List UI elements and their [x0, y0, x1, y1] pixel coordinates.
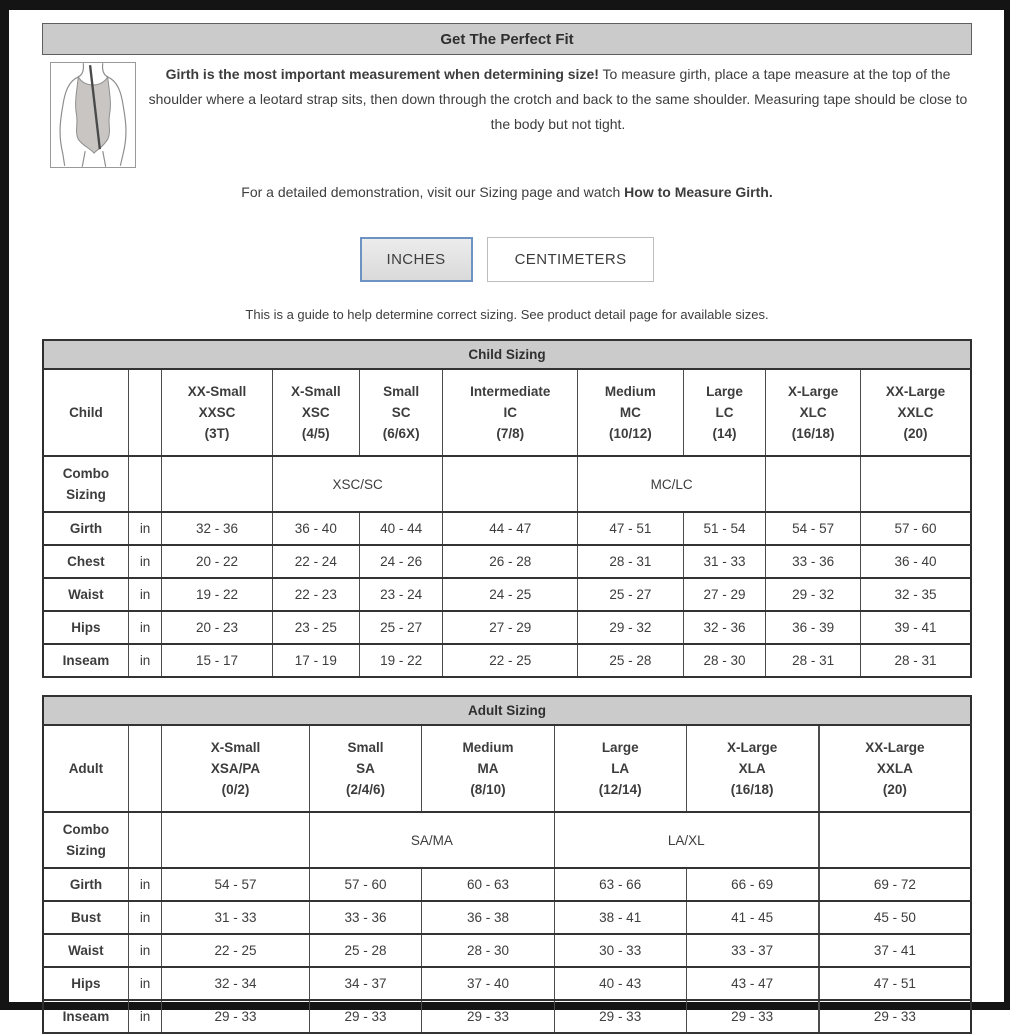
unit-header — [128, 725, 161, 812]
combo-sizing-row — [43, 456, 971, 512]
unit-cell: in — [128, 545, 161, 578]
value-cell: 36 - 39 — [766, 611, 861, 644]
size-column-header: Large LC (14) — [683, 369, 766, 456]
value-cell: 22 - 24 — [272, 545, 359, 578]
value-cell: 33 - 37 — [686, 934, 819, 967]
value-cell: 63 - 66 — [554, 868, 686, 901]
value-cell: 36 - 38 — [422, 901, 555, 934]
value-cell: 47 - 51 — [819, 967, 971, 1000]
value-cell: 25 - 27 — [577, 578, 683, 611]
value-cell: 28 - 31 — [577, 545, 683, 578]
value-cell: 40 - 44 — [359, 512, 443, 545]
value-cell: 28 - 31 — [860, 644, 971, 677]
measurement-label: Hips — [43, 611, 128, 644]
unit-cell — [128, 812, 161, 868]
value-cell: 19 - 22 — [162, 578, 272, 611]
value-cell: 28 - 31 — [766, 644, 861, 677]
measurement-row — [43, 868, 971, 901]
size-column-header: Large LA (12/14) — [554, 725, 686, 812]
value-cell: 31 - 33 — [683, 545, 766, 578]
group-label: Child — [43, 369, 128, 456]
value-cell: 20 - 23 — [162, 611, 272, 644]
size-header-row — [43, 369, 971, 456]
measurement-label: Hips — [43, 967, 128, 1000]
measurement-row — [43, 901, 971, 934]
unit-cell: in — [128, 1000, 161, 1033]
measurement-label: Inseam — [43, 644, 128, 677]
size-column-header: Intermediate IC (7/8) — [443, 369, 578, 456]
measurement-row — [43, 934, 971, 967]
unit-cell: in — [128, 611, 161, 644]
value-cell: 24 - 25 — [443, 578, 578, 611]
demo-line — [42, 184, 972, 200]
combo-row-label: Combo Sizing — [43, 812, 128, 868]
value-cell: 57 - 60 — [309, 868, 421, 901]
table-title: Child Sizing — [43, 340, 971, 369]
value-cell: 54 - 57 — [162, 868, 310, 901]
girth-instructions — [136, 62, 972, 168]
value-cell: 32 - 36 — [162, 512, 272, 545]
measurement-row — [43, 578, 971, 611]
value-cell: 19 - 22 — [359, 644, 443, 677]
unit-cell: in — [128, 868, 161, 901]
combo-cell — [819, 812, 971, 868]
demo-link-text: How to Measure Girth. — [624, 184, 773, 200]
value-cell: 29 - 32 — [766, 578, 861, 611]
size-column-header: XX-Small XXSC (3T) — [162, 369, 272, 456]
value-cell: 29 - 33 — [309, 1000, 421, 1033]
size-column-header: X-Small XSC (4/5) — [272, 369, 359, 456]
sizing-guide-note: This is a guide to help determine correct sizing. See product detail page for available sizes. — [245, 307, 769, 322]
page-title-bar — [42, 23, 972, 55]
combo-cell — [162, 812, 310, 868]
value-cell: 51 - 54 — [683, 512, 766, 545]
combo-cell — [766, 456, 861, 512]
child-sizing-section — [42, 339, 972, 678]
combo-cell — [443, 456, 578, 512]
demo-prefix: For a detailed demonstration, visit our Sizing page and watch — [241, 184, 625, 200]
page-content — [9, 10, 972, 1034]
value-cell: 22 - 23 — [272, 578, 359, 611]
value-cell: 45 - 50 — [819, 901, 971, 934]
value-cell: 34 - 37 — [309, 967, 421, 1000]
adult-sizing-section — [42, 695, 972, 1034]
value-cell: 26 - 28 — [443, 545, 578, 578]
value-cell: 17 - 19 — [272, 644, 359, 677]
centimeters-button[interactable]: CENTIMETERS — [487, 237, 655, 282]
table-title: Adult Sizing — [43, 696, 971, 725]
value-cell: 23 - 24 — [359, 578, 443, 611]
measurement-row — [43, 1000, 971, 1033]
value-cell: 29 - 33 — [162, 1000, 310, 1033]
measurement-label: Bust — [43, 901, 128, 934]
value-cell: 32 - 35 — [860, 578, 971, 611]
unit-cell — [128, 456, 161, 512]
value-cell: 36 - 40 — [860, 545, 971, 578]
combo-cell: SA/MA — [309, 812, 554, 868]
intro-section — [42, 62, 972, 168]
size-header-row — [43, 725, 971, 812]
value-cell: 41 - 45 — [686, 901, 819, 934]
size-column-header: Medium MC (10/12) — [577, 369, 683, 456]
leotard-figure-icon — [51, 63, 135, 167]
adult-sizing-table — [42, 695, 972, 1034]
size-column-header: XX-Large XXLC (20) — [860, 369, 971, 456]
value-cell: 30 - 33 — [554, 934, 686, 967]
measurement-row — [43, 545, 971, 578]
unit-toggle — [42, 237, 972, 282]
girth-instructions-lead: Girth is the most important measurement when determining size! — [165, 66, 599, 82]
value-cell: 69 - 72 — [819, 868, 971, 901]
child-sizing-table — [42, 339, 972, 678]
value-cell: 29 - 33 — [422, 1000, 555, 1033]
value-cell: 47 - 51 — [577, 512, 683, 545]
girth-instructions-body: To measure girth, place a tape measure at the top of the shoulder where a leotard strap sits, then down through the crotch and back to the same shoulder. Measuring tape should be close to the body but not tight. — [148, 66, 968, 132]
value-cell: 23 - 25 — [272, 611, 359, 644]
table-title-row — [43, 340, 971, 369]
value-cell: 38 - 41 — [554, 901, 686, 934]
combo-cell: LA/XL — [554, 812, 818, 868]
value-cell: 60 - 63 — [422, 868, 555, 901]
value-cell: 20 - 22 — [162, 545, 272, 578]
leotard-girth-diagram-image — [50, 62, 136, 168]
group-label: Adult — [43, 725, 128, 812]
unit-cell: in — [128, 644, 161, 677]
unit-header — [128, 369, 161, 456]
value-cell: 27 - 29 — [443, 611, 578, 644]
value-cell: 29 - 33 — [819, 1000, 971, 1033]
value-cell: 28 - 30 — [422, 934, 555, 967]
value-cell: 29 - 33 — [554, 1000, 686, 1033]
value-cell: 44 - 47 — [443, 512, 578, 545]
combo-cell — [162, 456, 272, 512]
value-cell: 31 - 33 — [162, 901, 310, 934]
unit-cell: in — [128, 512, 161, 545]
measurement-label: Waist — [43, 934, 128, 967]
value-cell: 43 - 47 — [686, 967, 819, 1000]
unit-cell: in — [128, 578, 161, 611]
value-cell: 33 - 36 — [766, 545, 861, 578]
value-cell: 37 - 40 — [422, 967, 555, 1000]
value-cell: 33 - 36 — [309, 901, 421, 934]
size-column-header: Medium MA (8/10) — [422, 725, 555, 812]
value-cell: 32 - 34 — [162, 967, 310, 1000]
size-column-header: X-Large XLC (16/18) — [766, 369, 861, 456]
value-cell: 39 - 41 — [860, 611, 971, 644]
size-column-header: X-Large XLA (16/18) — [686, 725, 819, 812]
value-cell: 37 - 41 — [819, 934, 971, 967]
value-cell: 22 - 25 — [443, 644, 578, 677]
value-cell: 25 - 28 — [309, 934, 421, 967]
value-cell: 24 - 26 — [359, 545, 443, 578]
value-cell: 40 - 43 — [554, 967, 686, 1000]
combo-sizing-row — [43, 812, 971, 868]
combo-row-label: Combo Sizing — [43, 456, 128, 512]
value-cell: 54 - 57 — [766, 512, 861, 545]
combo-cell — [860, 456, 971, 512]
table-title-row — [43, 696, 971, 725]
value-cell: 25 - 28 — [577, 644, 683, 677]
combo-cell: XSC/SC — [272, 456, 443, 512]
measurement-row — [43, 967, 971, 1000]
unit-cell: in — [128, 901, 161, 934]
value-cell: 66 - 69 — [686, 868, 819, 901]
size-column-header: XX-Large XXLA (20) — [819, 725, 971, 812]
measurement-label: Chest — [43, 545, 128, 578]
size-column-header: Small SA (2/4/6) — [309, 725, 421, 812]
value-cell: 28 - 30 — [683, 644, 766, 677]
measurement-row — [43, 644, 971, 677]
value-cell: 22 - 25 — [162, 934, 310, 967]
value-cell: 57 - 60 — [860, 512, 971, 545]
value-cell: 15 - 17 — [162, 644, 272, 677]
value-cell: 25 - 27 — [359, 611, 443, 644]
value-cell: 29 - 32 — [577, 611, 683, 644]
size-column-header: Small SC (6/6X) — [359, 369, 443, 456]
measurement-row — [43, 611, 971, 644]
measurement-label: Inseam — [43, 1000, 128, 1033]
inches-button[interactable]: INCHES — [360, 237, 473, 282]
unit-cell: in — [128, 967, 161, 1000]
unit-cell: in — [128, 934, 161, 967]
value-cell: 32 - 36 — [683, 611, 766, 644]
measurement-label: Girth — [43, 868, 128, 901]
measurement-label: Waist — [43, 578, 128, 611]
size-column-header: X-Small XSA/PA (0/2) — [162, 725, 310, 812]
value-cell: 36 - 40 — [272, 512, 359, 545]
measurement-label: Girth — [43, 512, 128, 545]
combo-cell: MC/LC — [577, 456, 765, 512]
measurement-row — [43, 512, 971, 545]
page-title: Get The Perfect Fit — [440, 30, 574, 48]
value-cell: 29 - 33 — [686, 1000, 819, 1033]
value-cell: 27 - 29 — [683, 578, 766, 611]
